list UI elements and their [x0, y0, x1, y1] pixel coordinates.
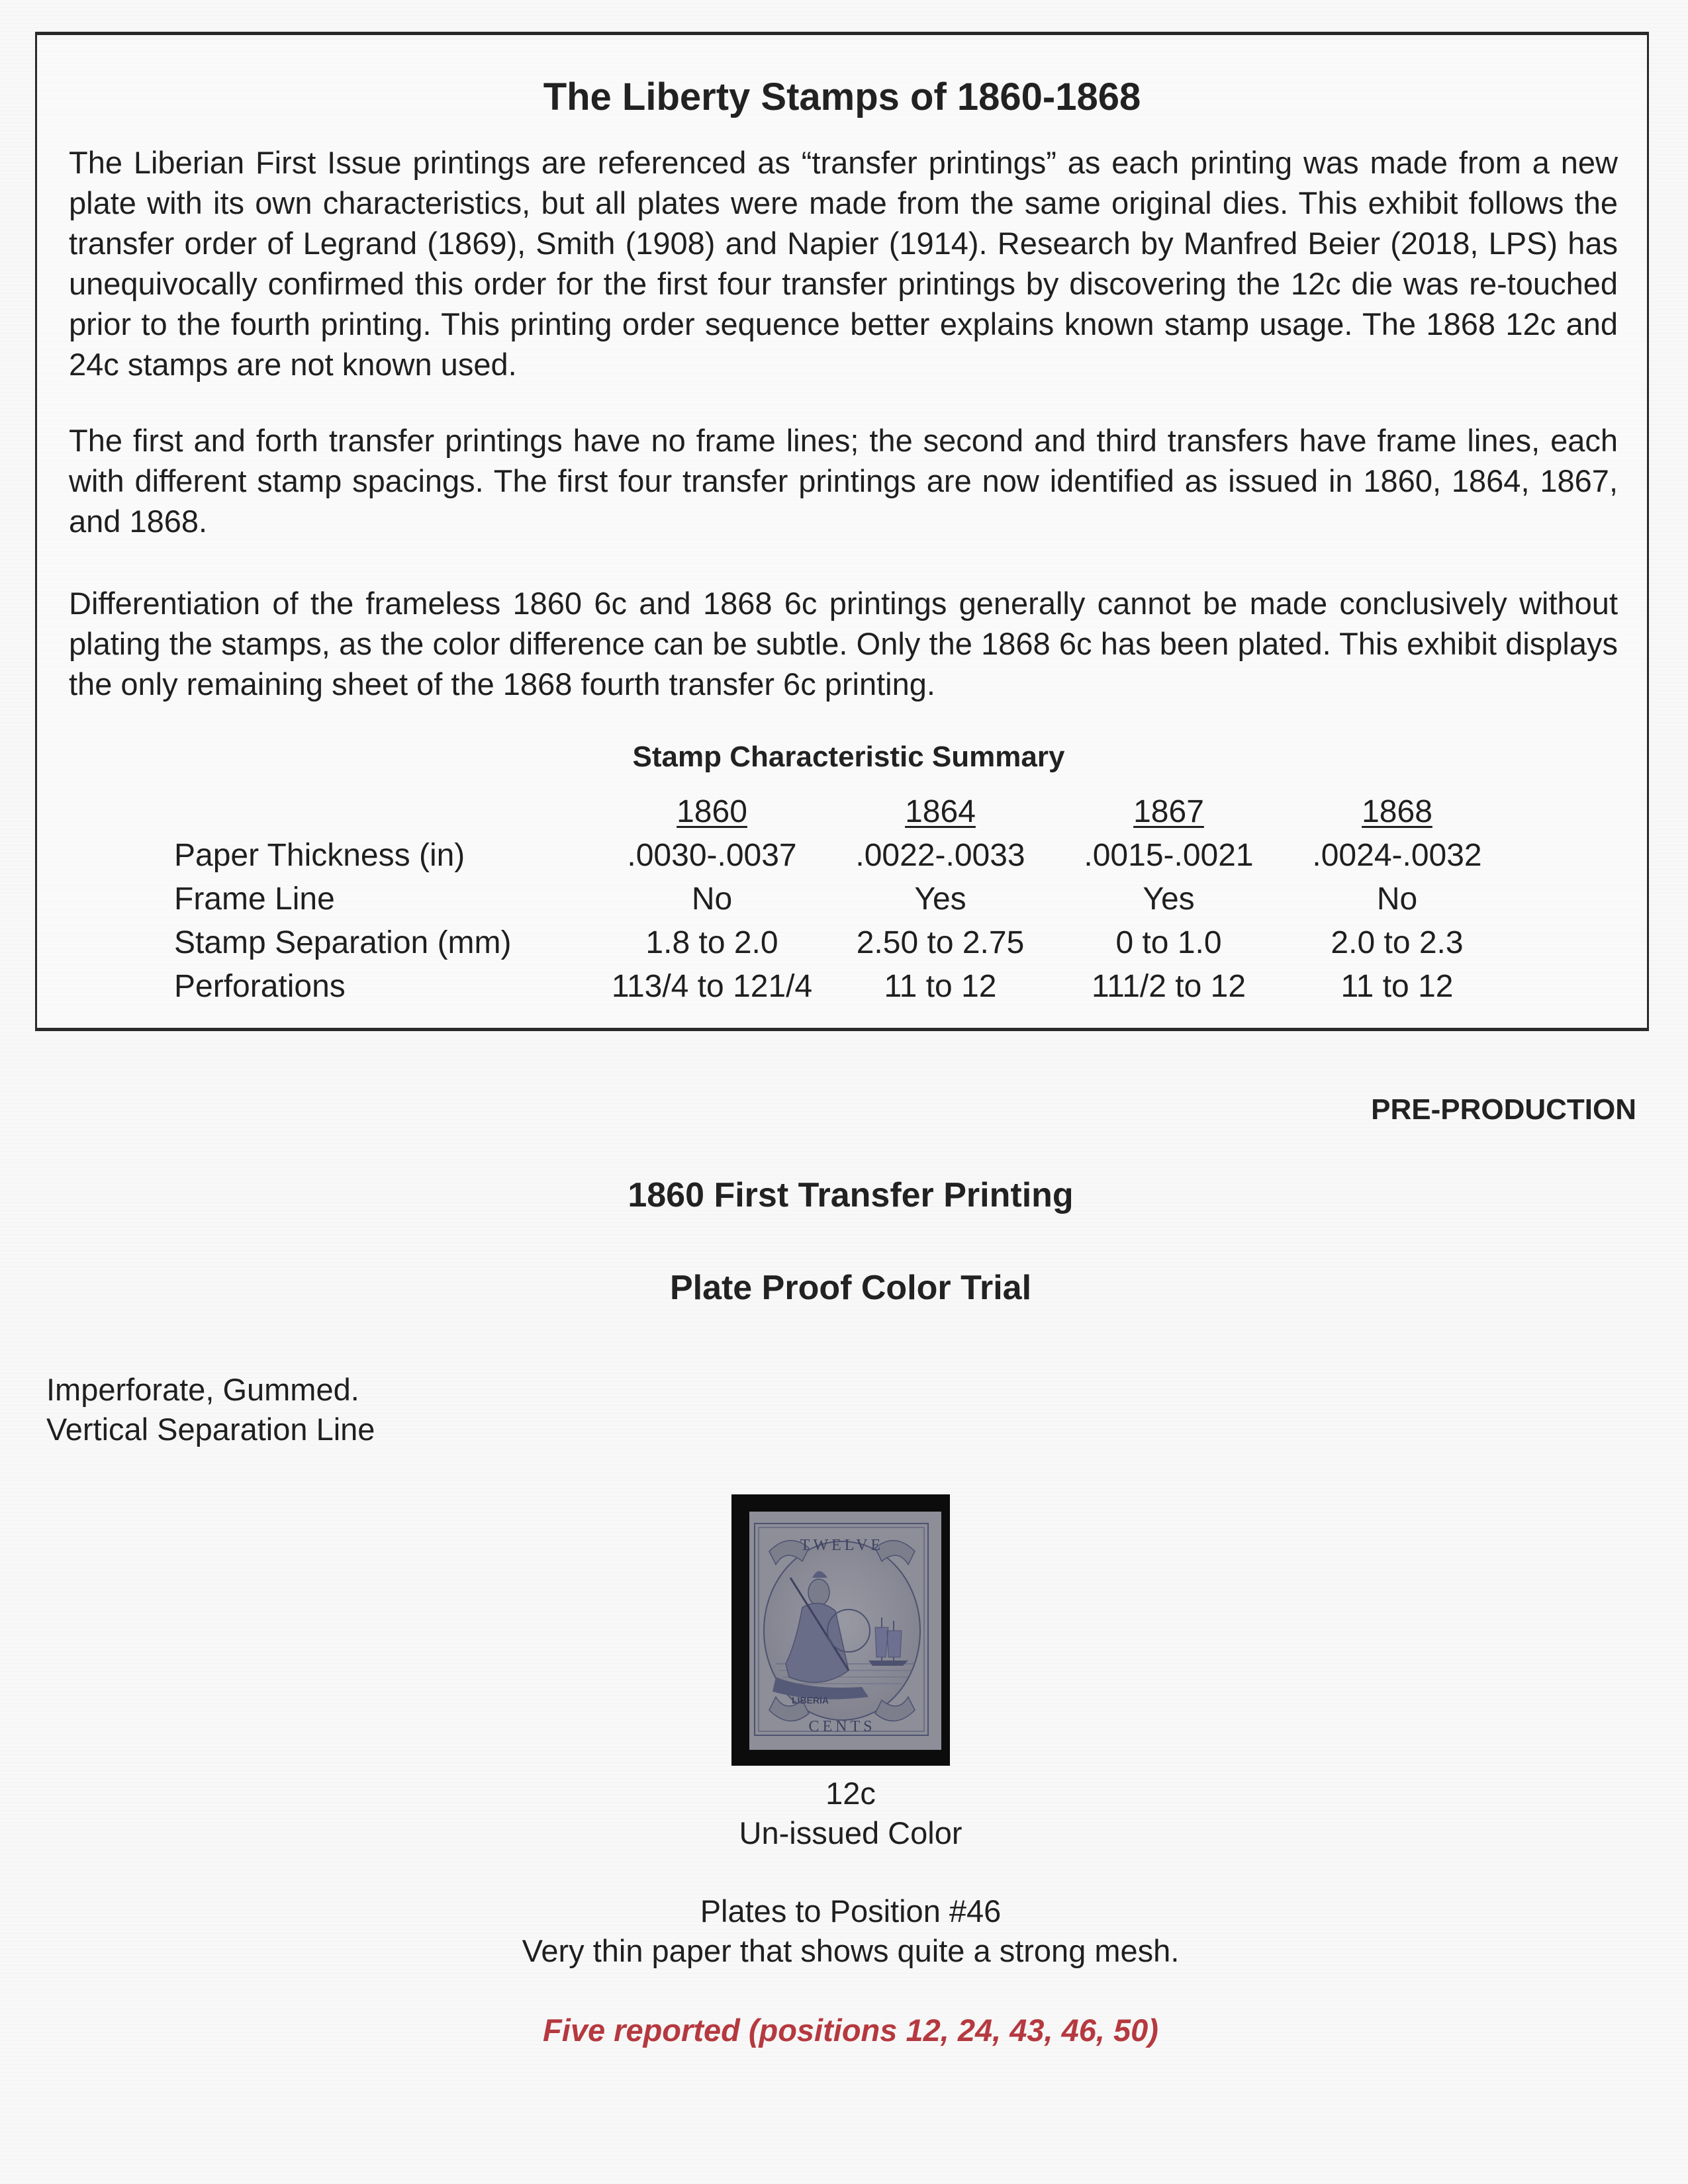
stamp-image	[749, 1512, 941, 1750]
column-header: 1868	[1362, 794, 1432, 829]
summary-col-1867	[1055, 790, 1283, 833]
table-cell: 111/2 to 12	[1091, 968, 1246, 1004]
summary-col-1868	[1283, 790, 1511, 833]
summary-corner	[174, 790, 598, 833]
plate-position: Plates to Position #46	[700, 1893, 1002, 1929]
intro-paragraph-2: The first and forth transfer printings have no frame lines; the second and third transfers have frame lines, each with different stamp spacings. The first four transfer printings are now identified as issued in 1860, 1864, 1867, and 1868.	[69, 423, 1618, 539]
table-cell: 11 to 12	[1340, 968, 1454, 1004]
table-cell: .0022-.0033	[855, 837, 1025, 873]
plating-notes	[13, 1891, 1688, 1971]
table-cell: 11 to 12	[884, 968, 997, 1004]
table-cell: .0030-.0037	[627, 837, 797, 873]
table-row	[174, 964, 1511, 1008]
stamp-denomination: 12c	[825, 1776, 876, 1811]
row-label: Frame Line	[174, 881, 335, 917]
table-cell: 113/4 to 121/4	[611, 968, 813, 1004]
table-cell: No	[1376, 881, 1418, 917]
intro-paragraph-1: The Liberian First Issue printings are referenced as “transfer printings” as each printing was made from a new plate with its own characteristics, but all plates were made from the same original dies. This exhibit follows the transfer order of Legrand (1869), Smith (1908) and Napier (1914). Research by Manfred Beier (2018, LPS) has unequivocally confirmed this order for the first four transfer printings by discovering the 12c die was re-touched prior to the fourth printing. This printing order sequence better explains known stamp usage. The 1868 12c and 24c stamps are not known used.	[69, 145, 1618, 382]
table-row	[174, 921, 1511, 964]
table-cell: Yes	[914, 881, 966, 917]
row-label: Stamp Separation (mm)	[174, 925, 512, 960]
table-cell: 2.50 to 2.75	[856, 925, 1025, 960]
table-cell: 1.8 to 2.0	[645, 925, 778, 960]
table-row	[174, 877, 1511, 921]
column-header: 1864	[905, 794, 976, 829]
stamp-caption	[13, 1774, 1688, 1853]
svg-text:CENTS: CENTS	[808, 1718, 876, 1735]
page-title: The Liberty Stamps of 1860-1868	[543, 75, 1141, 118]
paper-note: Very thin paper that shows quite a strong mesh.	[522, 1933, 1180, 1968]
summary-table	[174, 790, 1511, 1008]
stamp-color-note: Un-issued Color	[739, 1815, 962, 1850]
intro-box	[35, 32, 1649, 1031]
liberty-stamp-icon	[749, 1512, 941, 1750]
intro-paragraph-3: Differentiation of the frameless 1860 6c and 1868 6c printings generally cannot be made conclusively without plating the stamps, as the color difference can be subtle. Only the 1868 6c has been plated. This exhibit displays the only remaining sheet of the 1868 fourth transfer 6c printing.	[69, 586, 1618, 702]
pre-production-label: PRE-PRODUCTION	[1371, 1093, 1636, 1126]
summary-col-1860	[598, 790, 826, 833]
section-subtitle: Plate Proof Color Trial	[669, 1269, 1032, 1307]
row-label: Perforations	[174, 968, 346, 1004]
column-header: 1867	[1133, 794, 1204, 829]
side-note-line-2: Vertical Separation Line	[46, 1412, 375, 1447]
column-header: 1860	[677, 794, 747, 829]
side-note	[46, 1370, 375, 1449]
table-cell: .0024-.0032	[1312, 837, 1482, 873]
summary-col-1864	[826, 790, 1055, 833]
reported-note: Five reported (positions 12, 24, 43, 46, 50)	[543, 2013, 1158, 2048]
table-cell: .0015-.0021	[1084, 837, 1254, 873]
table-cell: Yes	[1143, 881, 1195, 917]
svg-text:TWELVE: TWELVE	[800, 1537, 884, 1554]
table-cell: 0 to 1.0	[1115, 925, 1222, 960]
table-cell: 2.0 to 2.3	[1331, 925, 1464, 960]
side-note-line-1: Imperforate, Gummed.	[46, 1372, 359, 1407]
section-title: 1860 First Transfer Printing	[628, 1176, 1074, 1214]
svg-text:LIBERIA: LIBERIA	[792, 1695, 829, 1706]
table-row	[174, 833, 1511, 877]
stamp-mount	[731, 1494, 950, 1766]
summary-title: Stamp Characteristic Summary	[632, 741, 1065, 773]
summary-header-row	[174, 790, 1511, 833]
row-label: Paper Thickness (in)	[174, 837, 465, 873]
table-cell: No	[691, 881, 733, 917]
